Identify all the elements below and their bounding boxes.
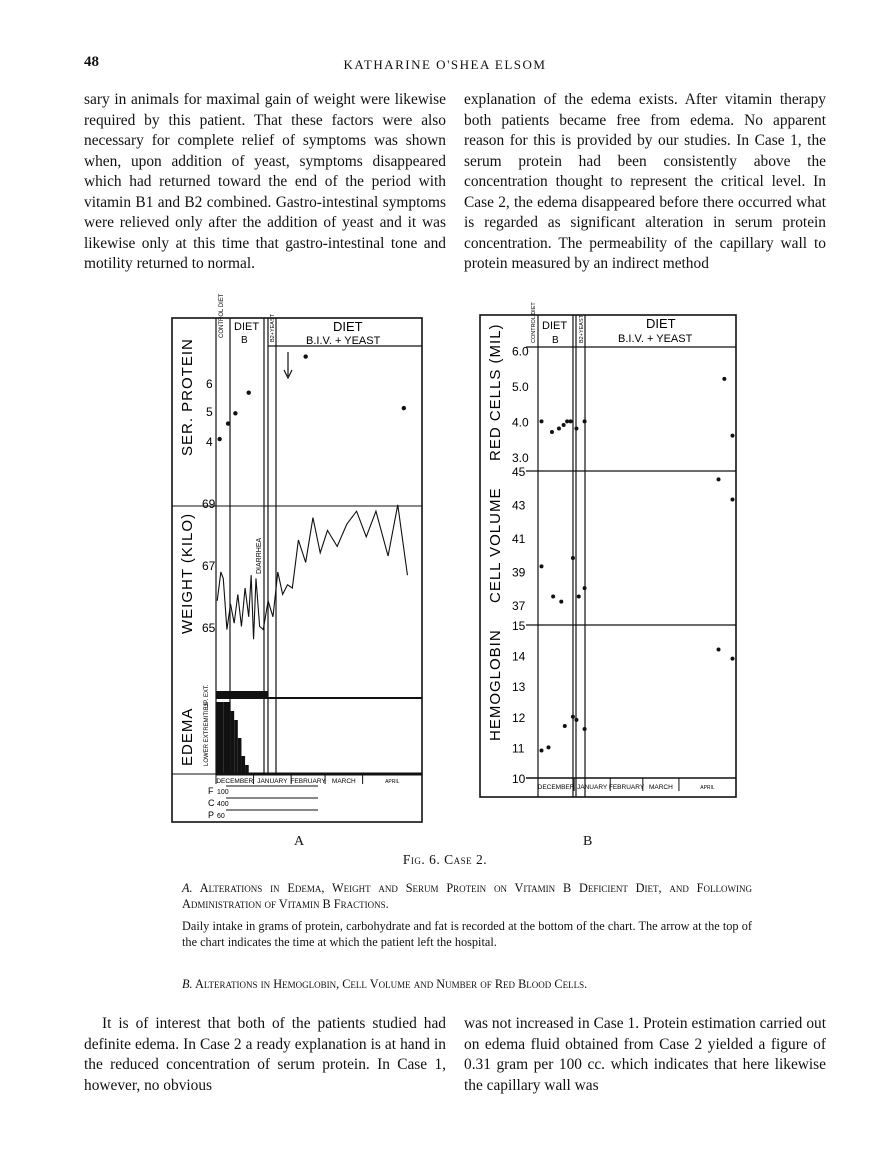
- caption-b-letter: B.: [182, 977, 193, 991]
- diet-header-b1-sub: B: [241, 335, 248, 346]
- ylabel-hemoglobin: HEMOGLOBIN: [487, 629, 504, 741]
- month-label: APRIL: [385, 779, 400, 785]
- paragraph: sary in animals for maximal gain of weight were likewise required by this patient. That these factors were also necessary for complete relief of symptoms was shown when, upon addition of yeast, symptoms disappeared which had returned toward the end of the period with vitamin B1 and B2 combined. Gastro-intestinal symptoms were relieved only after the addition of yeast and it was likewise only at this time that gastro-intestinal tone and motility returned to normal.: [84, 91, 446, 272]
- b-diet-header-b1-sub: B: [552, 335, 559, 346]
- text-column-top-right: [464, 90, 826, 275]
- month-labels: [216, 774, 400, 785]
- edema-bar: [216, 702, 223, 774]
- protein-point: [303, 354, 307, 358]
- panel-label-a: A: [294, 834, 305, 849]
- caption-a-letter: A.: [182, 881, 193, 895]
- edema-bar: [231, 711, 235, 774]
- b-data-point: [550, 430, 554, 434]
- paragraph: was not increased in Case 1. Protein estimation carried out on edema fluid obtained from Case 2 yielded a figure of 0.31 gram per 100 cc. which indicates that here likewise the capillary wall was: [464, 1015, 826, 1094]
- text-column-top-left: [84, 90, 446, 275]
- b-month-label: FEBRUARY: [608, 784, 645, 791]
- b-tick-label: 41: [512, 531, 526, 546]
- b-data-points: [539, 377, 734, 753]
- caption-b: [182, 976, 752, 992]
- b-data-point: [539, 564, 543, 568]
- month-label: DECEMBER: [216, 778, 254, 785]
- intake-table: [208, 786, 318, 822]
- edema-bar: [241, 756, 245, 774]
- protein-ticks: [202, 377, 216, 635]
- b-data-point: [569, 419, 573, 423]
- intake-value-p: 60: [217, 813, 225, 820]
- b-data-point: [539, 748, 543, 752]
- intake-label-p: P: [208, 810, 215, 820]
- protein-point: [233, 411, 237, 415]
- diet-header-biv-1: DIET: [333, 319, 363, 334]
- b-data-point: [583, 586, 587, 590]
- b-diet-header-biv-2: B.I.V. + YEAST: [618, 333, 693, 345]
- b-diet-header-b2: B2+YEAST: [579, 315, 585, 343]
- protein-points: [217, 354, 406, 441]
- b-data-point: [571, 715, 575, 719]
- ylabel-edema: EDEMA: [179, 707, 196, 766]
- ylabel-red-cells: RED CELLS (MIL): [487, 323, 504, 461]
- b-data-point: [557, 426, 561, 430]
- edema-bar: [234, 720, 238, 774]
- diet-header-b1: DIET: [234, 321, 260, 333]
- b-tick-label: 6.0: [512, 344, 529, 359]
- protein-point: [402, 406, 406, 410]
- b-data-point: [565, 419, 569, 423]
- b-tick-label: 39: [512, 565, 526, 580]
- text-column-bottom-left: [84, 1014, 446, 1096]
- paragraph: It is of interest that both of the patients studied had definite edema. In Case 2 a ready explanation is at hand in the reduced concentration of serum protein. In Case 1, however, no obvious: [84, 1015, 446, 1094]
- b-data-point: [559, 600, 563, 604]
- diet-header-b2: B2+YEAST: [270, 314, 276, 342]
- b-data-point: [583, 419, 587, 423]
- intake-value-f: 100: [217, 789, 229, 796]
- b-data-point: [717, 477, 721, 481]
- b-data-point: [563, 724, 567, 728]
- b-data-point: [571, 556, 575, 560]
- b-data-point: [574, 718, 578, 722]
- month-label: MARCH: [331, 778, 356, 785]
- b-diet-header-control: CONTROL DIET: [531, 302, 537, 343]
- ylabel-lower-extremities: LOWER EXTREMITIES: [204, 702, 210, 766]
- protein-point: [226, 421, 230, 425]
- weight-line: [217, 505, 407, 639]
- b-data-point: [731, 657, 735, 661]
- running-head: KATHARINE O'SHEA ELSOM: [343, 57, 547, 72]
- edema-bar: [223, 702, 230, 774]
- b-month-label: DECEMBER: [537, 784, 575, 791]
- caption-a: [182, 880, 752, 912]
- paragraph: explanation of the edema exists. After vitamin therapy both patients became free from edema. No apparent reason for this is provided by our studies. In Case 1, the serum protein had been consistently above the concentration thought to represent the critical level. In Case 2, the edema disappeared before there occurred what is regarded as significant alteration in serum protein concentration. The permeability of the capillary wall to protein measured by an indirect method: [464, 91, 826, 272]
- figure-panel-a: [168, 293, 428, 826]
- weight-tick-67: 67: [202, 559, 216, 573]
- month-label: JANUARY: [257, 778, 288, 785]
- b-tick-label: 11: [512, 741, 525, 756]
- b-month-label: JANUARY: [577, 784, 608, 791]
- b-diet-header-biv-1: DIET: [646, 316, 676, 331]
- b-tick-labels: [512, 345, 529, 786]
- b-data-point: [717, 647, 721, 651]
- caption-b-text: Alterations in Hemoglobin, Cell Volume and Number of Red Blood Cells.: [195, 977, 588, 991]
- b-tick-label: 37: [512, 598, 526, 613]
- b-data-point: [539, 419, 543, 423]
- b-month-labels: [538, 778, 715, 791]
- b-tick-label: 4.0: [512, 415, 529, 430]
- ylabel-weight: WEIGHT (KILO): [179, 512, 196, 634]
- intake-value-c: 400: [217, 801, 229, 808]
- b-tick-label: 15: [512, 619, 526, 633]
- text-column-bottom-right: [464, 1014, 826, 1096]
- annotation-diarrhea: DIARRHEA: [256, 537, 263, 574]
- diet-header-control: CONTROL DIET: [219, 293, 225, 338]
- b-month-label: MARCH: [648, 784, 673, 791]
- b-tick-label: 10: [512, 772, 526, 786]
- edema-upper-bar: [216, 691, 268, 697]
- b-tick-label: 14: [512, 649, 526, 664]
- panel-label-b: B: [583, 834, 593, 849]
- ylabel-up-ext: UP. EXT.: [204, 684, 210, 708]
- b-data-point: [574, 426, 578, 430]
- intake-label-f: F: [208, 786, 214, 796]
- b-tick-label: 13: [512, 680, 526, 695]
- month-label: FEBRUARY: [290, 778, 326, 785]
- protein-tick-4: 4: [206, 435, 213, 449]
- b-data-point: [577, 595, 581, 599]
- b-tick-label: 12: [512, 710, 526, 725]
- figure-panel-b: [478, 302, 740, 803]
- diet-header-biv-2: B.I.V. + YEAST: [306, 335, 381, 347]
- edema-bars: [216, 702, 249, 774]
- protein-point: [217, 437, 221, 441]
- b-data-point: [551, 595, 555, 599]
- protein-tick-5: 5: [206, 405, 213, 419]
- intake-label-c: C: [208, 798, 215, 808]
- protein-tick-6: 6: [206, 377, 213, 391]
- figure-title: Fig. 6. Case 2.: [402, 852, 488, 867]
- b-data-point: [562, 423, 566, 427]
- b-data-point: [583, 727, 587, 731]
- b-data-point: [722, 377, 726, 381]
- b-data-point: [546, 745, 550, 749]
- b-data-point: [731, 497, 735, 501]
- caption-note: Daily intake in grams of protein, carbohydrate and fat is recorded at the bottom of the chart. The arrow at the top of the chart indicates the time at which the patient left the hospital.: [182, 919, 752, 949]
- page-number: 48: [84, 54, 99, 70]
- protein-point: [247, 390, 251, 394]
- b-diet-header-b1: DIET: [542, 320, 568, 332]
- edema-bar: [238, 738, 242, 774]
- caption-a-text: Alterations in Edema, Weight and Serum Protein on Vitamin B Deficient Diet, and Following Administration of Vitamin B Fractions.: [182, 881, 752, 911]
- b-tick-label: 3.0: [512, 450, 529, 465]
- b-tick-label: 45: [512, 465, 526, 479]
- b-data-point: [731, 434, 735, 438]
- ylabel-ser-protein: SER. PROTEIN: [179, 338, 196, 456]
- b-tick-label: 5.0: [512, 379, 529, 394]
- weight-tick-65: 65: [202, 621, 216, 635]
- b-tick-label: 43: [512, 498, 526, 513]
- b-month-label: APRIL: [700, 785, 715, 791]
- weight-tick-69: 69: [202, 497, 216, 511]
- left-hospital-arrow: [284, 352, 292, 378]
- ylabel-cell-volume: CELL VOLUME: [487, 487, 504, 603]
